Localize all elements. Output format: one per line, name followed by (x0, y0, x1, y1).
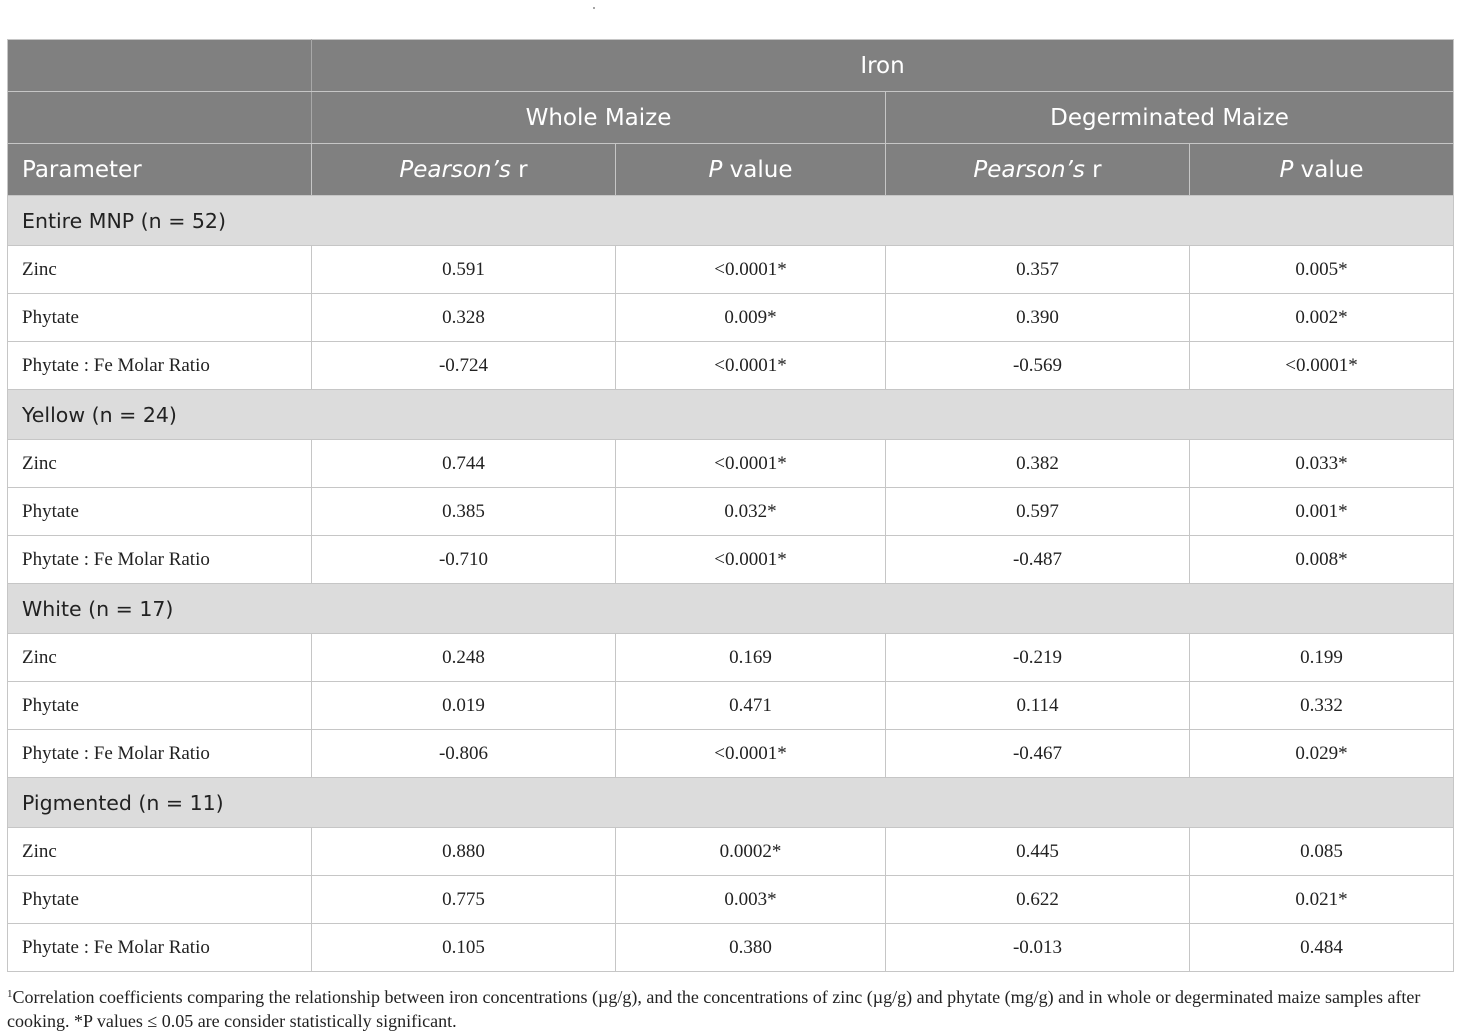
whole-pearson-cell: 0.019 (312, 682, 616, 730)
header-blank-cell (8, 40, 312, 92)
table-row (8, 440, 1454, 488)
degerm-pearson-cell: -0.467 (886, 730, 1190, 778)
parameter-cell: Phytate : Fe Molar Ratio (8, 924, 312, 972)
whole-pearson-cell: 0.880 (312, 828, 616, 876)
degerm-pearson-cell: 0.382 (886, 440, 1190, 488)
header-row-iron (8, 40, 1454, 92)
parameter-cell: Phytate : Fe Molar Ratio (8, 342, 312, 390)
group-label: Entire MNP (n = 52) (8, 196, 1454, 246)
table-row (8, 342, 1454, 390)
whole-pearson-cell: -0.724 (312, 342, 616, 390)
degerm-pvalue-cell: <0.0001* (1190, 342, 1454, 390)
parameter-cell: Phytate (8, 488, 312, 536)
correlation-table (7, 39, 1454, 972)
parameter-cell: Phytate : Fe Molar Ratio (8, 536, 312, 584)
whole-pvalue-cell: 0.009* (616, 294, 886, 342)
table-row (8, 488, 1454, 536)
degerm-pvalue-cell: 0.033* (1190, 440, 1454, 488)
header-degerm-pvalue: P value (1190, 144, 1454, 196)
whole-pvalue-cell: <0.0001* (616, 536, 886, 584)
header-degerm-pearson: Pearson’s r (886, 144, 1190, 196)
header-row-columns (8, 144, 1454, 196)
table-row (8, 294, 1454, 342)
whole-pearson-cell: 0.105 (312, 924, 616, 972)
whole-pearson-cell: 0.591 (312, 246, 616, 294)
degerm-pearson-cell: 0.390 (886, 294, 1190, 342)
table-row (8, 634, 1454, 682)
whole-pvalue-cell: 0.003* (616, 876, 886, 924)
degerm-pearson-cell: -0.487 (886, 536, 1190, 584)
degerm-pvalue-cell: 0.005* (1190, 246, 1454, 294)
whole-pvalue-cell: 0.0002* (616, 828, 886, 876)
degerm-pvalue-cell: 0.199 (1190, 634, 1454, 682)
degerm-pvalue-cell: 0.085 (1190, 828, 1454, 876)
header-row-groups (8, 92, 1454, 144)
degerm-pvalue-cell: 0.008* (1190, 536, 1454, 584)
table-row (8, 730, 1454, 778)
degerm-pvalue-cell: 0.002* (1190, 294, 1454, 342)
whole-pearson-cell: -0.806 (312, 730, 616, 778)
group-row (8, 584, 1454, 634)
degerm-pearson-cell: 0.597 (886, 488, 1190, 536)
degerm-pearson-cell: 0.114 (886, 682, 1190, 730)
degerm-pearson-cell: -0.569 (886, 342, 1190, 390)
header-degerminated-maize: Degerminated Maize (886, 92, 1454, 144)
header-whole-pearson: Pearson’s r (312, 144, 616, 196)
group-row (8, 196, 1454, 246)
whole-pearson-cell: 0.385 (312, 488, 616, 536)
whole-pvalue-cell: 0.471 (616, 682, 886, 730)
degerm-pvalue-cell: 0.001* (1190, 488, 1454, 536)
degerm-pearson-cell: 0.445 (886, 828, 1190, 876)
whole-pearson-cell: 0.248 (312, 634, 616, 682)
degerm-pvalue-cell: 0.029* (1190, 730, 1454, 778)
header-whole-pvalue: P value (616, 144, 886, 196)
degerm-pvalue-cell: 0.484 (1190, 924, 1454, 972)
parameter-cell: Phytate : Fe Molar Ratio (8, 730, 312, 778)
table-footnote: $^1$Correlation coefficients comparing the relationship between iron concentrations (µg/g), and the concentrations of zinc (µg/g) and phytate (mg/g) and in whole or degerminated maize samples after cooking. *P values ≤ 0.05 are consider statistically significant. (7, 987, 1421, 1031)
whole-pearson-cell: 0.328 (312, 294, 616, 342)
header-whole-maize: Whole Maize (312, 92, 886, 144)
group-label: Yellow (n = 24) (8, 390, 1454, 440)
degerm-pearson-cell: 0.622 (886, 876, 1190, 924)
group-label: White (n = 17) (8, 584, 1454, 634)
degerm-pvalue-cell: 0.021* (1190, 876, 1454, 924)
stray-dot (593, 7, 595, 9)
whole-pearson-cell: -0.710 (312, 536, 616, 584)
group-row (8, 778, 1454, 828)
table-row (8, 876, 1454, 924)
parameter-cell: Phytate (8, 294, 312, 342)
table-row (8, 682, 1454, 730)
degerm-pearson-cell: -0.013 (886, 924, 1190, 972)
header-blank-cell (8, 92, 312, 144)
whole-pvalue-cell: <0.0001* (616, 440, 886, 488)
group-row (8, 390, 1454, 440)
degerm-pvalue-cell: 0.332 (1190, 682, 1454, 730)
header-parameter: Parameter (8, 144, 312, 196)
parameter-cell: Zinc (8, 440, 312, 488)
table-row (8, 828, 1454, 876)
parameter-cell: Zinc (8, 634, 312, 682)
header-iron: Iron (312, 40, 1454, 92)
whole-pvalue-cell: 0.169 (616, 634, 886, 682)
whole-pearson-cell: 0.775 (312, 876, 616, 924)
degerm-pearson-cell: -0.219 (886, 634, 1190, 682)
whole-pearson-cell: 0.744 (312, 440, 616, 488)
whole-pvalue-cell: <0.0001* (616, 730, 886, 778)
whole-pvalue-cell: 0.380 (616, 924, 886, 972)
parameter-cell: Phytate (8, 682, 312, 730)
group-label: Pigmented (n = 11) (8, 778, 1454, 828)
parameter-cell: Phytate (8, 876, 312, 924)
table-row (8, 924, 1454, 972)
whole-pvalue-cell: <0.0001* (616, 342, 886, 390)
whole-pvalue-cell: <0.0001* (616, 246, 886, 294)
parameter-cell: Zinc (8, 828, 312, 876)
whole-pvalue-cell: 0.032* (616, 488, 886, 536)
parameter-cell: Zinc (8, 246, 312, 294)
table-row (8, 246, 1454, 294)
degerm-pearson-cell: 0.357 (886, 246, 1190, 294)
table-body (8, 196, 1454, 972)
table-row (8, 536, 1454, 584)
